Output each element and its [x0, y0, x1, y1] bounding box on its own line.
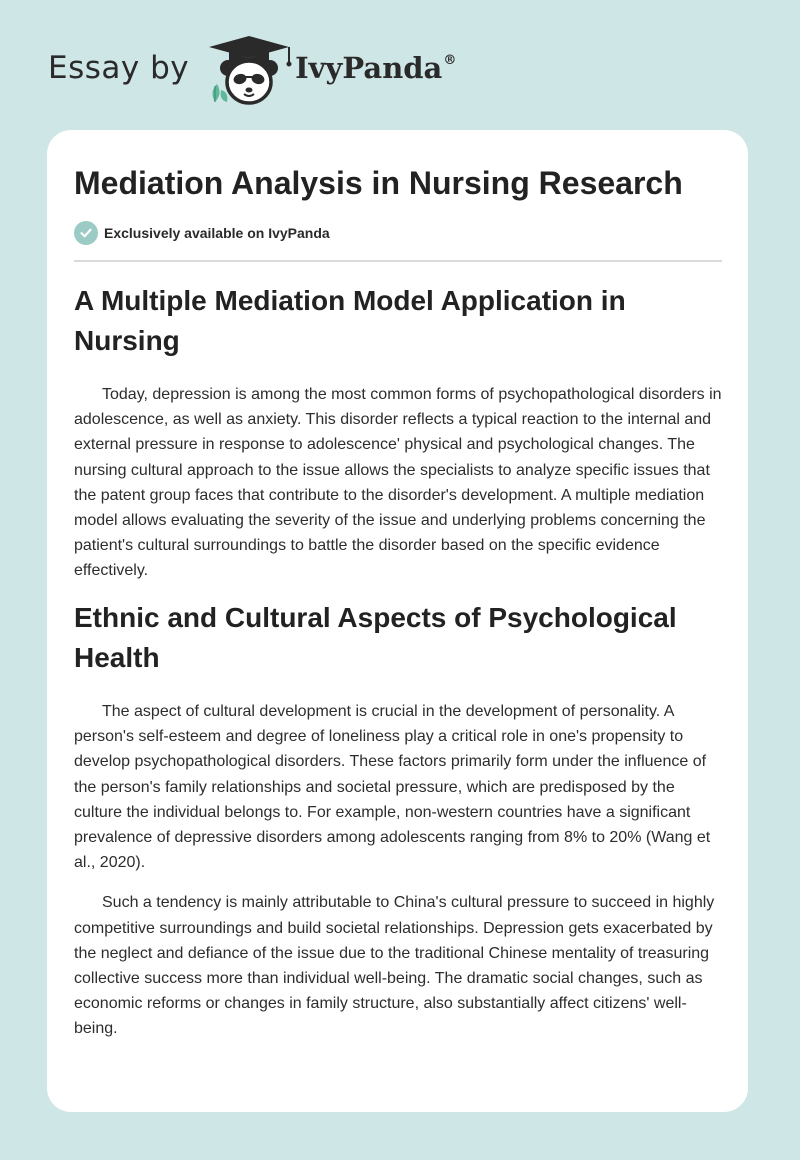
brand-name-text: IvyPanda — [295, 51, 443, 85]
page-title: Mediation Analysis in Nursing Research — [74, 165, 683, 201]
section-multiple-mediation — [74, 281, 722, 584]
site-header — [48, 30, 456, 110]
availability-badge — [74, 221, 330, 245]
essay-by-label: Essay by — [48, 50, 190, 86]
brand-name — [295, 51, 456, 85]
panda-logo-icon — [203, 30, 295, 110]
check-icon — [74, 221, 98, 245]
title-divider — [74, 260, 722, 262]
section-heading: A Multiple Mediation Model Application in Nursing — [74, 285, 626, 356]
essay-card — [47, 130, 748, 1112]
section-heading: Ethnic and Cultural Aspects of Psychological Health — [74, 602, 677, 673]
section-ethnic-cultural — [74, 598, 722, 1042]
paragraph: The aspect of cultural development is crucial in the development of personality. A person's self-esteem and degree of loneliness play a critical role in one's propensity to develop psychopathological disorders. These factors primarily form under the influence of the person's family relationships and societal pressure, which are predisposed by the culture the individual belongs to. For example, non-western countries have a significant prevalence of depressive disorders among adolescents ranging from 8% to 20% (Wang et al., 2020). — [74, 703, 711, 872]
badge-text: Exclusively available on IvyPanda — [104, 225, 330, 241]
registered-mark: ® — [443, 53, 457, 68]
paragraph: Today, depression is among the most common forms of psychopathological disorders in adolescence, as well as anxiety. This disorder reflects a typical reaction to the internal and external pressure in response to adolescence' physical and psychological changes. The nursing cultural approach to the issue allows the specialists to analyze specific issues that the patent group faces that contribute to the disorder's development. A multiple mediation model allows evaluating the severity of the issue and underlying problems concerning the patient's cultural surroundings to battle the disorder based on the specific evidence effectively. — [74, 386, 722, 580]
paragraph: Such a tendency is mainly attributable to China's cultural pressure to succeed in highly competitive surroundings and build societal relationships. Depression gets exacerbated by the neglect and defiance of the issue due to the traditional Chinese mentality of treasuring collective success more than individual well-being. The dramatic social changes, such as economic reforms or changes in family structure, also substantially affect citizens' well-being. — [74, 894, 715, 1038]
